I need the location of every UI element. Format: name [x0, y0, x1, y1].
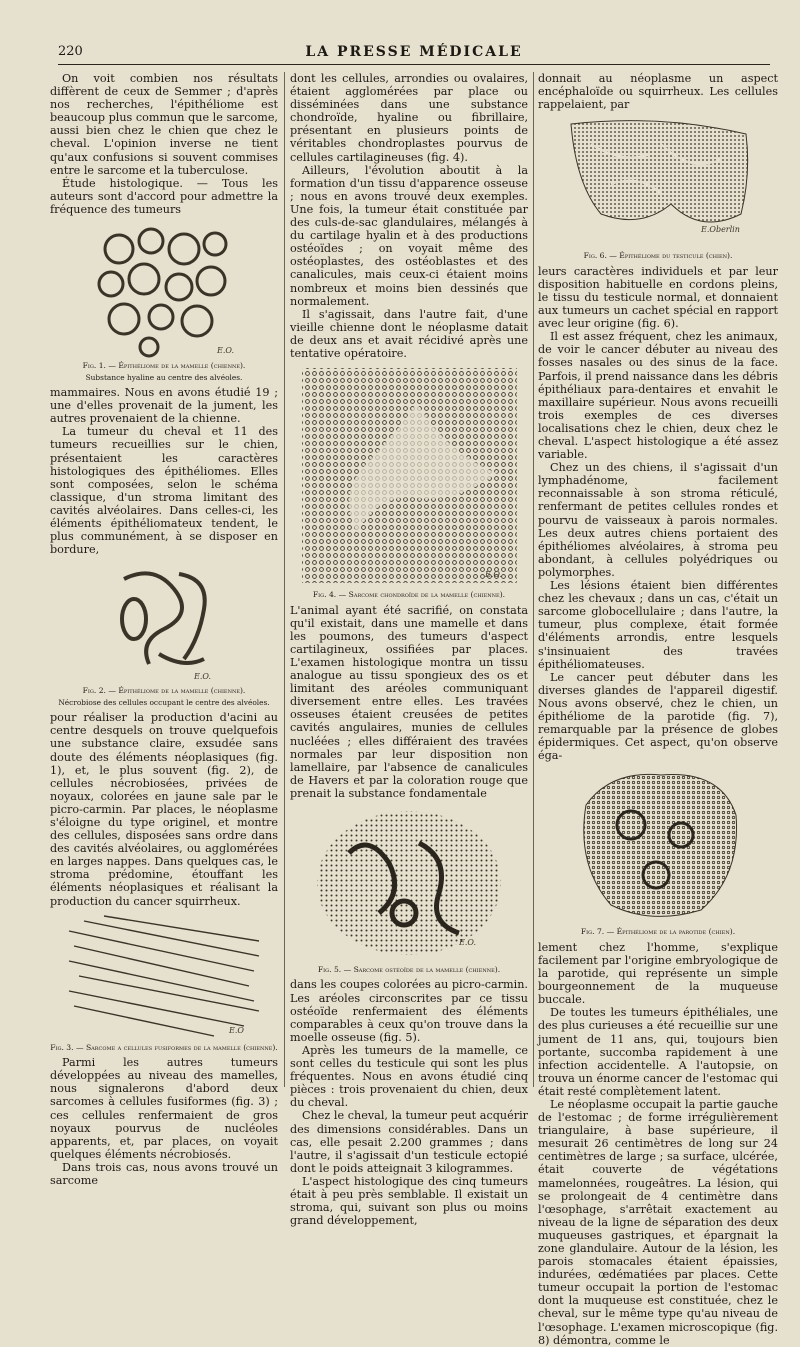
figure-2-illustration	[104, 559, 224, 684]
figure-2-subcaption: Nécrobiose des cellules occupant le centre des alvéoles.	[58, 697, 270, 707]
figure-7	[538, 765, 778, 937]
column-divider-1	[284, 72, 285, 1087]
figure-1	[50, 219, 278, 382]
paragraph: De toutes les tumeurs épithéliales, une des plus curieuses a été recueillie sur une jument de 11 ans, qui, toujours bien portante, succomba rapidement à une infection accidentelle. A l'autopsie, on trouva un énorme cancer de l'estomac qui était resté complètement latent.	[538, 1006, 778, 1098]
figure-1-subcaption: Substance hyaline au centre des alvéoles.	[85, 372, 243, 382]
header-rule	[58, 64, 770, 65]
figure-4-illustration	[297, 363, 522, 588]
paragraph: Parmi les autres tumeurs développées au niveau des mamelles, nous signalerons d'abord deux sarcomes à cellules fusiformes (fig. 3) ; ces cellules renfermaient de gros noyaux pourvus de nucléoles apparents, et, par places, on voyait quelques éléments nécrobiosés.	[50, 1056, 278, 1161]
paragraph: Les lésions étaient bien différentes chez les chevaux ; dans un cas, c'était un sarcome globocellulaire ; dans l'autre, la tumeur, plus complexe, était formée d'éléments arrondis, entre lesquels s'insinuaient des travées épithéliomateuses.	[538, 579, 778, 671]
paragraph: lement chez l'homme, s'explique facilement par l'origine embryologique de la parotide, qui représente un simple bourgeonnement de la muqueuse buccale.	[538, 940, 778, 1007]
paragraph: Le néoplasme occupait la partie gauche de l'estomac ; de forme irrégulièrement triangulaire, à base supérieure, il mesurait 26 centimètres de long sur 24 centimètres de large ; sa surface, ulcérée, était couverte de végétations mamelonnées, rougeâtres. La lésion, qui se prolongeait de 4 centimètre dans l'œsophage, s'arrêtait exactement au niveau de la ligne de séparation des deux muqueuses gastriques, et épargnait la zone glandulaire. Autour de la lésion, les parois stomacales étaient épaissies, indurées, œdématiées par places. Cette tumeur occupait la portion de l'estomac dont la muqueuse est constituée, chez le cheval, sur le même type qu'au niveau de l'œsophage. L'examen microscopique (fig. 8) démontra, comme le	[538, 1097, 778, 1347]
figure-3-illustration	[64, 911, 264, 1041]
paragraph: Il s'agissait, dans l'autre fait, d'une vieille chienne dont le néoplasme datait de deux ans et avait récidivé après une tentative opératoire.	[290, 307, 528, 360]
paragraph: On voit combien nos résultats diffèrent de ceux de Semmer ; d'après nos recherches, l'épithéliome est beaucoup plus commun que le sarcome, aussi bien chez le chien que chez le cheval. L'opinion inverse ne tient qu'aux confusions si souvent commises entre le sarcome et la tuberculose.	[50, 72, 278, 177]
paragraph: Chez un des chiens, il s'agissait d'un lymphadénome, facilement reconnaissable à son stroma réticulé, renfermant de petites cellules rondes et pourvu de vaisseaux à parois normales. Les deux autres chiens portaient des épithéliomes alvéolaires, à stroma peu abondant, à cellules polyédriques ou polymorphes.	[538, 461, 778, 579]
figure-5-caption: Fig. 5. — Sarcome ostéoïde de la mamelle (chienne).	[317, 964, 501, 974]
page-number: 220	[58, 44, 83, 59]
figure-4-signature: E.O.	[484, 570, 502, 580]
journal-title: LA PRESSE MÉDICALE	[305, 44, 523, 60]
figure-5-signature: E.O.	[459, 937, 477, 947]
figure-3-signature: E.O	[229, 1025, 244, 1035]
paragraph: leurs caractères individuels et par leur disposition habituelle en cordons pleins, le tissu du testicule normal, et donnaient aux tumeurs un cachet spécial en rapport avec leur origine (fig. 6).	[538, 264, 778, 331]
figure-3	[50, 911, 278, 1053]
figure-6-caption: Fig. 6. — Épithéliome du testicule (chien).	[583, 251, 733, 261]
paragraph: dans les coupes colorées au picro-carmin. Les aréoles circonscrites par ce tissu ostéoïde renfermaient des éléments comparables à ceux qu'on trouve dans la moelle osseuse (fig. 5).	[290, 978, 528, 1044]
column-2	[290, 72, 528, 1228]
paragraph: Chez le cheval, la tumeur peut acquérir des dimensions considérables. Dans un cas, elle pesait 2.200 grammes ; dans l'autre, il s'agissait d'un testicule ectopié dont le poids atteignait 3 kilogrammes.	[290, 1109, 528, 1175]
paragraph: Le cancer peut débuter dans les diverses glandes de l'appareil digestif. Nous avons observé, chez le chien, un épithéliome de la parotide (fig. 7), remarquable par la présence de globes épidermiques. Cet aspect, qu'on observe éga-	[538, 670, 778, 763]
paragraph: L'aspect histologique des cinq tumeurs était à peu près semblable. Il existait un stroma, qui, suivant son plus ou moins grand développement,	[290, 1174, 528, 1228]
paragraph: L'animal ayant été sacrifié, on constata qu'il existait, dans une mamelle et dans les poumons, des tumeurs d'aspect cartilagineux, ossifiées par places. L'examen histologique montra un tissu analogue au tissu spongieux des os et limitant des aréoles communiquant diversement entre elles. Les travées osseuses étaient creusées de petites cavités angulaires, munies de cellules nucléées ; elles différaient des travées normales par leur disposition non lamellaire, par l'absence de canalicules de Havers et par la coloration rouge que prenait la substance fondamentale	[290, 603, 528, 800]
figure-5-illustration	[309, 803, 509, 963]
figure-1-signature: E.O.	[217, 346, 235, 356]
figure-2	[50, 559, 278, 707]
paragraph: Dans trois cas, nous avons trouvé un sarcome	[50, 1160, 278, 1187]
figure-2-signature: E.O.	[194, 672, 212, 682]
paragraph: mammaires. Nous en avons étudié 19 ; une d'elles provenait de la jument, les autres provenaient de la chienne.	[50, 386, 278, 426]
section-paragraph: Étude histologique. — Tous les auteurs sont d'accord pour admettre la fréquence des tumeurs	[50, 176, 278, 216]
figure-6	[538, 114, 778, 261]
figure-5	[290, 803, 528, 975]
figure-1-illustration	[89, 219, 239, 359]
paragraph: Ailleurs, l'évolution aboutit à la formation d'un tissu d'apparence osseuse ; nous en avons trouvé deux exemples. Une fois, la tumeur était constituée par des culs-de-sac glandulaires, mélangés à du cartilage hyalin et à des productions ostéoïdes ; on voyait même des ostéoplastes, des ostéoblastes et des canalicules, mais ceux-ci étaient moins nombreux et moins bien dessinés que normalement.	[290, 163, 528, 308]
column-3	[538, 72, 778, 1347]
column-divider-2	[533, 72, 534, 1087]
page-header	[58, 44, 770, 64]
paragraph: pour réaliser la production d'acini au centre desquels on trouve quelquefois une substance claire, exsudée sans doute des éléments néoplasiques (fig. 1), et, le plus souvent (fig. 2), de cellules nécrobiosées, privées de noyaux, colorées en jaune sale par le picro-carmin. Par places, le néoplasme s'éloigne du type originel, et montre des cellules, disposées sans ordre dans des cavités alvéolaires, ou agglomérées en larges nappes. Dans quelques cas, le stroma prédomine, étouffant les éléments néoplasiques et réalisant la production du cancer squirrheux.	[50, 711, 278, 908]
figure-1-caption: Fig. 1. — Épithéliome de la mamelle (chienne).	[82, 361, 246, 371]
figure-6-illustration	[561, 114, 756, 249]
figure-3-caption: Fig. 3. — Sarcome a cellules fusiformes de la mamelle (chienne).	[50, 1042, 278, 1052]
figure-7-illustration	[571, 765, 746, 925]
figure-6-signature: E.Oberlin	[700, 225, 740, 235]
column-1	[50, 72, 278, 1187]
paragraph: La tumeur du cheval et 11 des tumeurs recueillies sur le chien, présentaient les caractères histologiques des épithéliomes. Elles sont composées, selon le schéma classique, d'un stroma limitant des cavités alvéolaires. Dans celles-ci, les éléments épithéliomateux tendent, le plus communément, à se disposer en bordure,	[50, 425, 278, 557]
figure-4-caption: Fig. 4. — Sarcome chondroïde de la mamelle (chienne).	[312, 590, 506, 600]
paragraph: Il est assez fréquent, chez les animaux, de voir le cancer débuter au niveau des fosses nasales ou des sinus de la face. Parfois, il prend naissance dans les débris épithéliaux para-dentaires et envahit le maxillaire supérieur. Nous avons recueilli trois exemples de ces diverses localisations chez le chien, deux chez le cheval. L'aspect histologique a été assez variable.	[538, 330, 778, 462]
figure-4	[290, 363, 528, 600]
figure-2-caption: Fig. 2. — Épithéliome de la mamelle (chienne).	[82, 686, 246, 696]
paragraph: donnait au néoplasme un aspect encéphaloïde ou squirrheux. Les cellules rappelaient, par	[538, 72, 778, 112]
figure-7-caption: Fig. 7. — Épithéliome de la parotide (chien).	[580, 927, 736, 937]
paragraph: Après les tumeurs de la mamelle, ce sont celles du testicule qui sont les plus fréquentes. Nous en avons étudié cinq pièces : trois provenaient du chien, deux du cheval.	[290, 1043, 528, 1110]
paragraph: dont les cellules, arrondies ou ovalaires, étaient agglomérées par place ou disséminées dans une substance chondroïde, hyaline ou fibrillaire, présentant en plusieurs points de véritables chondroplastes pourvus de cellules cartilagineuses (fig. 4).	[290, 72, 528, 164]
